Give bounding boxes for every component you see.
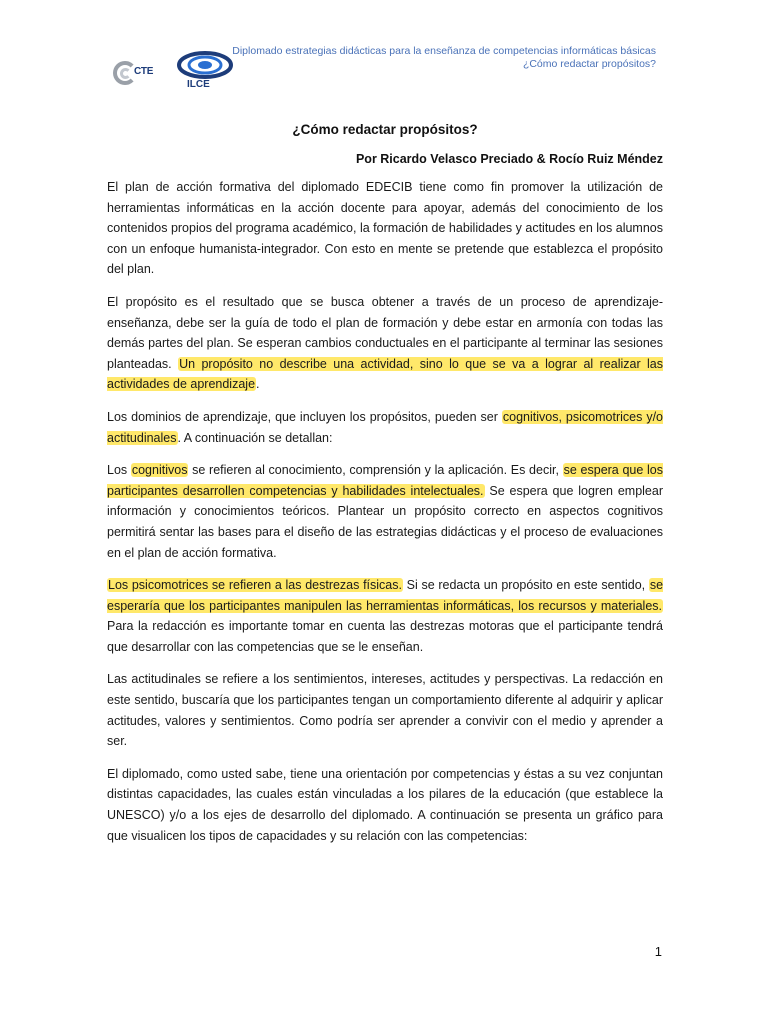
cte-logo-text: CTE [134,66,154,77]
paragraph-intro: El plan de acción formativa del diplomado EDECIB tiene como fin promover la utilización de herramientas informáticas en la acción docente para apoyar, además del conocimiento de los contenidos propios del programa académico, la formación de habilidades y actitudes en los alumnos con un enfoque humanista-integrador. Con esto en mente se pretende que establezca el propósito del plan. [107,180,663,277]
paragraph-proposito [107,292,663,395]
paragraph-text: Los [107,463,131,478]
cte-logo [113,53,159,89]
highlighted-text: cognitivos, psicomotrices y/o actitudinales [107,409,663,445]
document-body [107,122,663,858]
highlighted-text: se espera que los participantes desarrollen competencias y habilidades intelectuales. [107,463,663,498]
paragraph-competencias: El diplomado, como usted sabe, tiene una orientación por competencias y éstas a su vez conjuntan distintas capacidades, las cuales están vinculadas a los pilares de la educación (que establece la UNESCO) y/o a los ejes de desarrollo del diplomado. A continuación se presenta un gráfico para que visualicen los tipos de capacidades y su relación con las competencias: [107,766,663,843]
paragraph-dominios [107,407,663,448]
paragraph-text: . A continuación se detallan: [177,430,333,445]
paragraph-text: se refieren al conocimiento, comprensión y la aplicación. Es decir, [188,463,563,478]
paragraph-text: Los dominios de aprendizaje, que incluyen los propósitos, pueden ser [107,409,502,424]
highlighted-text: Un propósito no describe una actividad, sino lo que se va a lograr al realizar las actividades de aprendizaje [107,356,664,392]
highlighted-text: cognitivos [131,463,188,478]
paragraph-cognitivos [107,460,663,563]
ilce-logo-text: ILCE [187,79,210,90]
highlighted-text: Los psicomotrices se refieren a las destrezas físicas. [108,578,402,593]
running-header [232,45,656,71]
document-title: ¿Cómo redactar propósitos? [292,122,478,137]
header-logos [113,50,235,92]
paragraph-text: Para la redacción es importante tomar en cuenta las destrezas motoras que el participante tendrá que desarrollar con las competencias que se le enseñan. [107,619,663,654]
paragraph-text: . [256,377,260,392]
paragraph-psicomotrices [107,575,663,657]
highlighted-text: se esperaría que los participantes manipulen las herramientas informáticas, los recursos y materiales. [107,578,664,613]
paragraph-actitudinales: Las actitudinales se refiere a los sentimientos, intereses, actitudes y perspectivas. La redacción en este sentido, buscaría que los participantes tengan un comportamiento diferente al adquirir y aplicar actitudes, valores y sentimientos. Como podría ser aprender a convivir con el medio y aprender a ser. [107,672,663,749]
cte-logo-inner-ring [120,68,131,79]
ilce-logo-emblem [175,50,235,82]
running-header-course: Diplomado estrategias didácticas para la enseñanza de competencias informáticas básicas [232,45,656,57]
document-author: Por Ricardo Velasco Preciado & Rocío Ruiz Méndez [355,152,663,166]
paragraph-text: El propósito es el resultado que se busca obtener a través de un proceso de aprendizaje-enseñanza, debe ser la guía de todo el plan de formación y debe estar en armonía con todas las demás partes del plan. Se esperan cambios conductuales en el participante al terminar las sesiones planteadas. [107,294,663,371]
page-number: 1 [654,944,662,959]
ilce-logo [175,50,235,92]
paragraph-text: Si se redacta un propósito en este sentido, [402,578,649,593]
paragraph-text: Se espera que logren emplear información y conocimientos teóricos. Plantear un propósito correcto en aspectos cognitivos permitirá sentar las bases para el diseño de las estrategias didácticas y el proceso de evaluaciones en el plan de acción formativa. [107,483,663,560]
running-header-topic: ¿Cómo redactar propósitos? [522,58,656,70]
